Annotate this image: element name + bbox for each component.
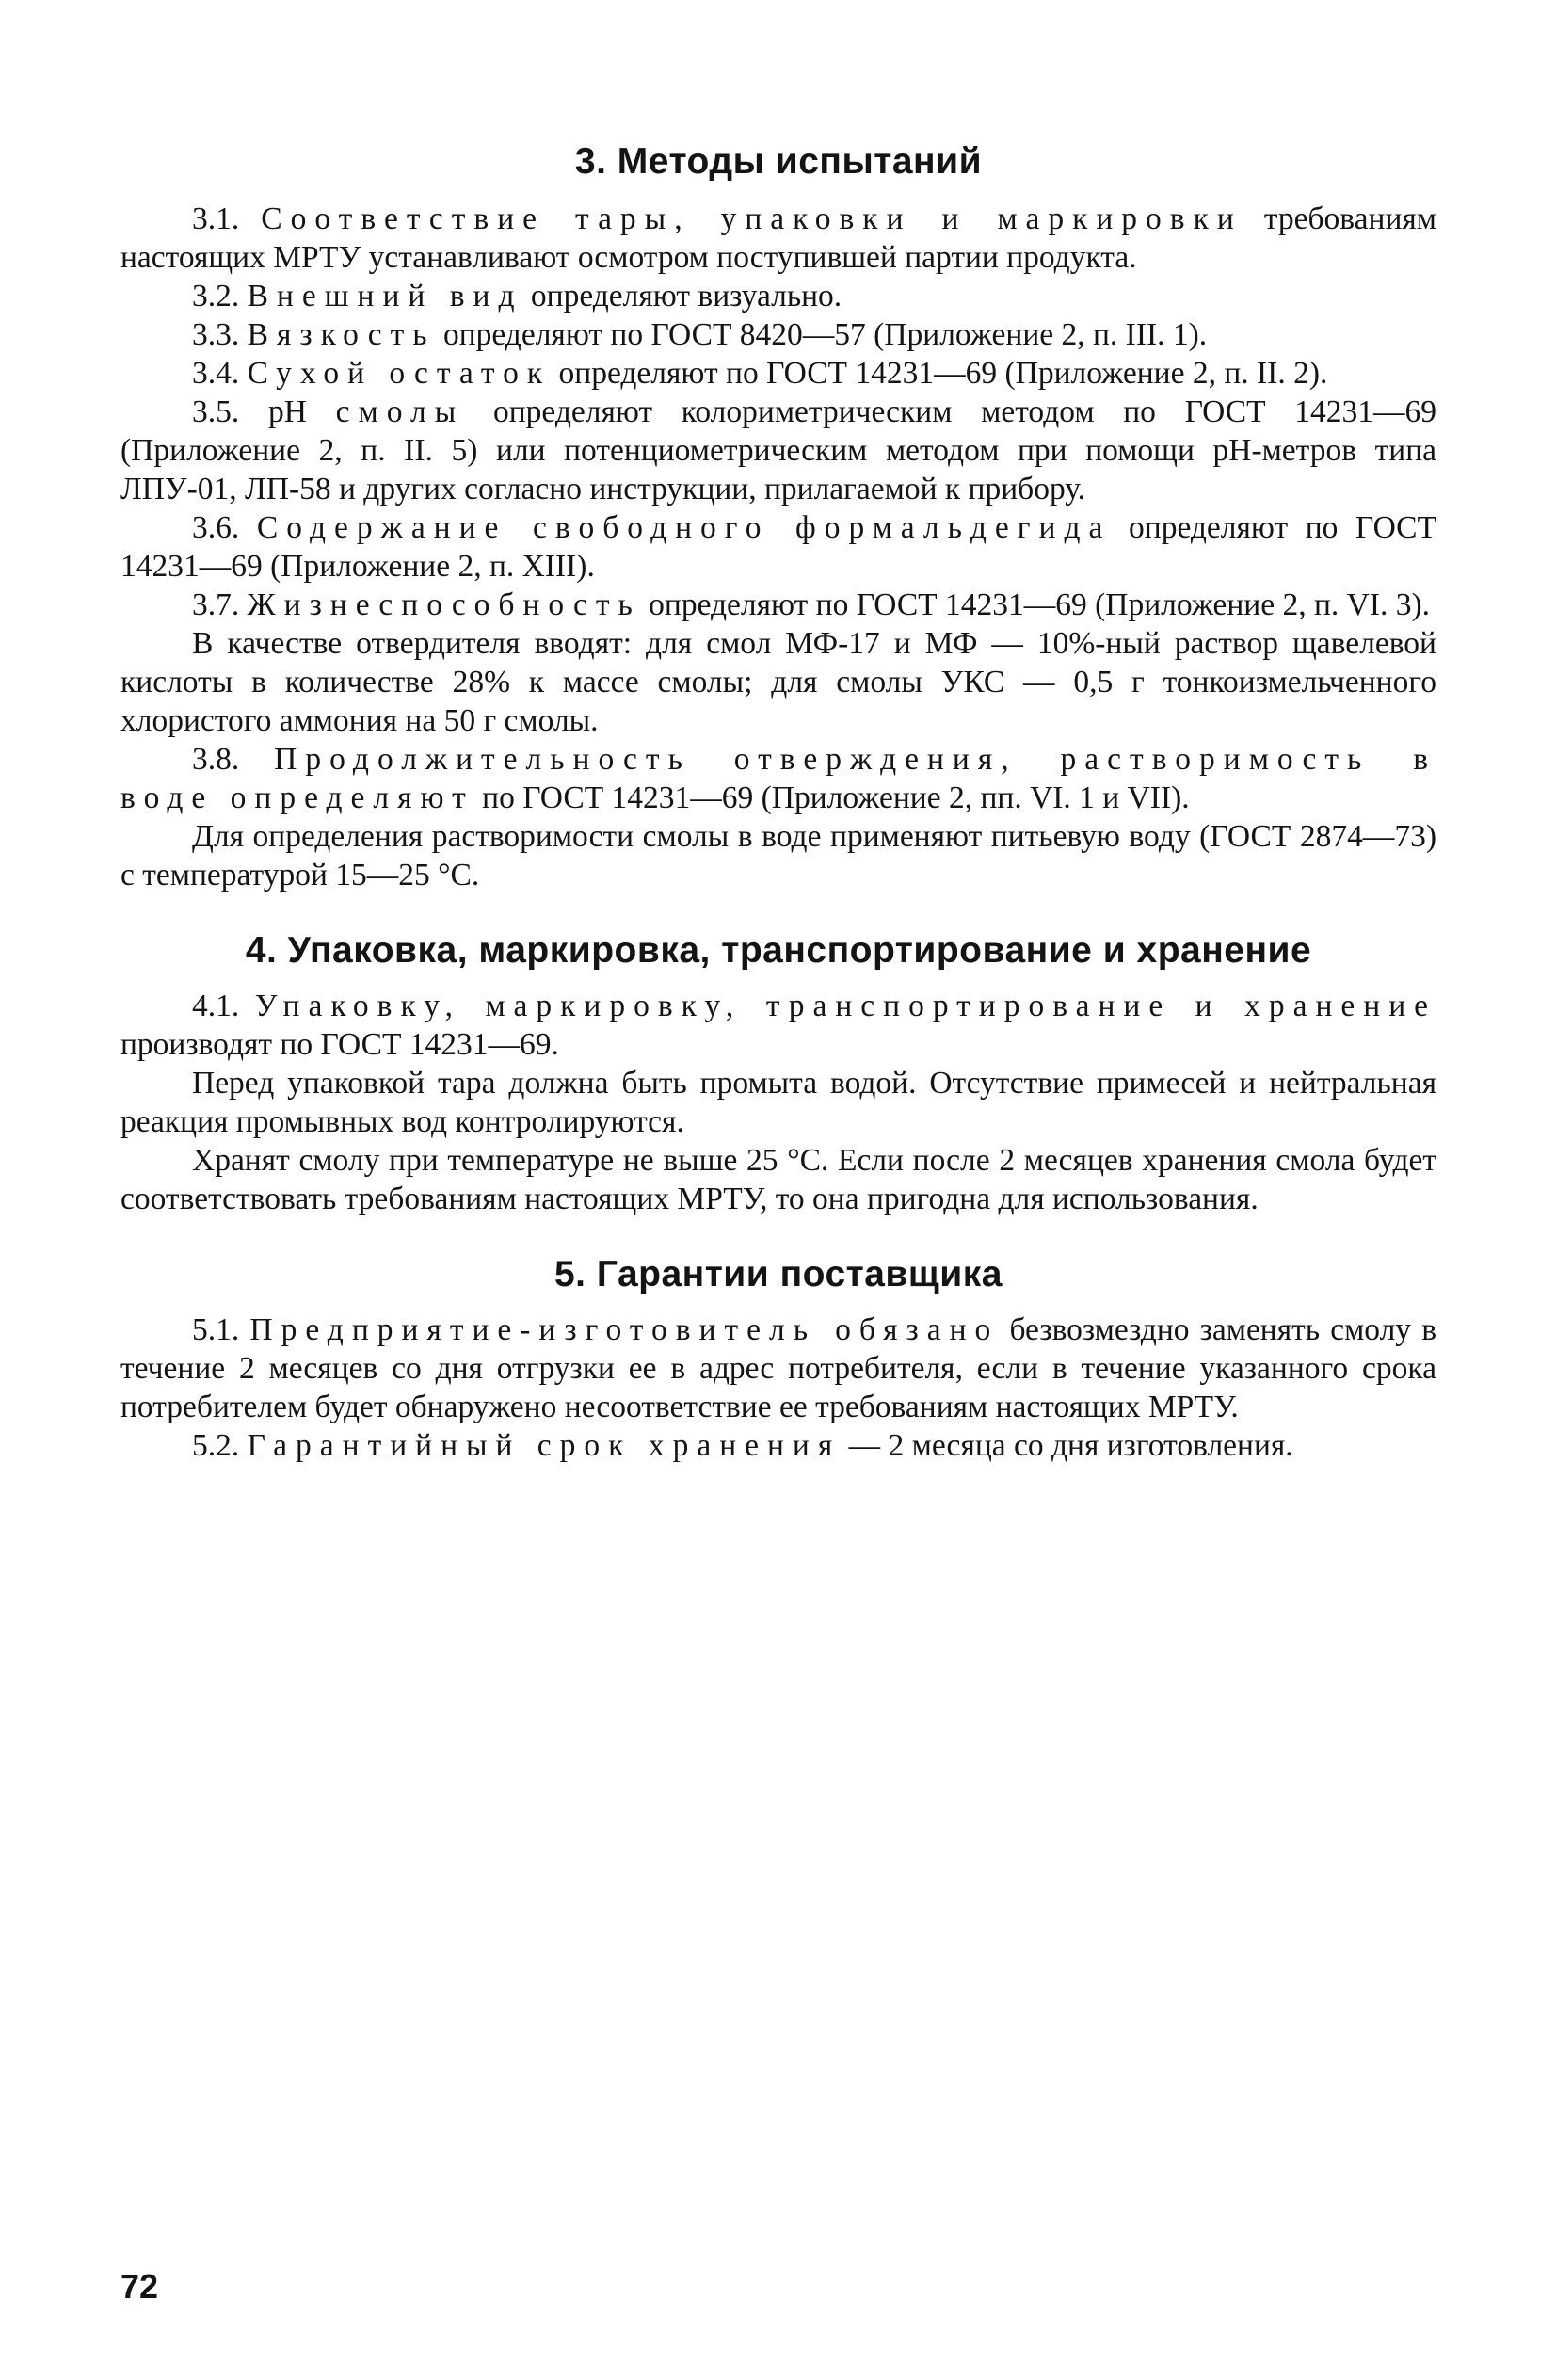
paragraph-3-3: 3.3. Вязкость определяют по ГОСТ 8420—57 (Приложение 2, п. III. 1).: [192, 317, 1208, 352]
section-heading-3: 3. Методы испытаний: [574, 141, 983, 182]
paragraph-5-2: 5.2. Гарантийный срок хранения — 2 месяца со дня изготовления.: [192, 1428, 1293, 1463]
paragraph-3-4: 3.4. Сухой остаток определяют по ГОСТ 14231—69 (Приложение 2, п. II. 2).: [192, 356, 1328, 391]
page-number: 72: [120, 2267, 159, 2306]
paragraph-3-5: 3.5. pH смолы определяют колориметрическим методом по ГОСТ 14231—69 (Приложение 2, п. II. 5) или потенциометрическим методом при помощи pH-метров типа ЛПУ-01, ЛП-58 и других согласно инструкции, прилагаемой к прибору.: [120, 394, 1437, 507]
paragraph-3-1: 3.1. Соответствие тары, упаковки и маркировки требованиям настоящих МРТУ устанавливают осмотром поступившей партии продукта.: [120, 201, 1436, 275]
paragraph-3-7: 3.7. Жизнеспособность определяют по ГОСТ 14231—69 (Приложение 2, п. VI. 3).: [192, 587, 1431, 622]
paragraph-4-1: 4.1. Упаковку, маркировку, транспортирование и хранение производят по ГОСТ 14231—69.: [120, 989, 1436, 1062]
section-heading-4: 4. Упаковка, маркировка, транспортирование и хранение: [245, 930, 1312, 971]
paragraph-storage: Хранят смолу при температуре не выше 25 °С. Если после 2 месяцев хранения смола будет соответствовать требованиям настоящих МРТУ, то она пригодна для использования.: [120, 1143, 1436, 1216]
paragraph-packing-wash: Перед упаковкой тара должна быть промыта водой. Отсутствие примесей и нейтральная реакция промывных вод контролируются.: [120, 1066, 1436, 1139]
paragraph-3-8: 3.8. Продолжительность отверждения, растворимость в воде определяют по ГОСТ 14231—69 (Приложение 2, пп. VI. 1 и VII).: [120, 742, 1437, 815]
paragraph-3-2: 3.2. Внешний вид определяют визуально.: [192, 279, 842, 314]
paragraph-5-1: 5.1. Предприятие-изготовитель обязано безвозмездно заменять смолу в течение 2 месяцев со дня отгрузки ее в адрес потребителя, если в течение указанного срока потребителем будет обнаружено несоответствие ее требованиям настоящих МРТУ.: [120, 1312, 1437, 1424]
paragraph-3-6: 3.6. Содержание свободного формальдегида определяют по ГОСТ 14231—69 (Приложение 2, п. XIII).: [120, 510, 1436, 584]
paragraph-solubility: Для определения растворимости смолы в воде применяют питьевую воду (ГОСТ 2874—73) с температурой 15—25 °С.: [120, 819, 1436, 892]
section-heading-5: 5. Гарантии поставщика: [553, 1254, 1003, 1295]
document-page: [120, 141, 1436, 1465]
paragraph-hardener: В качестве отвердителя вводят: для смол МФ-17 и МФ — 10%-ный раствор щавелевой кислоты в количестве 28% к массе смолы; для смолы УКС — 0,5 г тонкоизмельченного хлористого аммония на 50 г смолы.: [120, 626, 1436, 738]
